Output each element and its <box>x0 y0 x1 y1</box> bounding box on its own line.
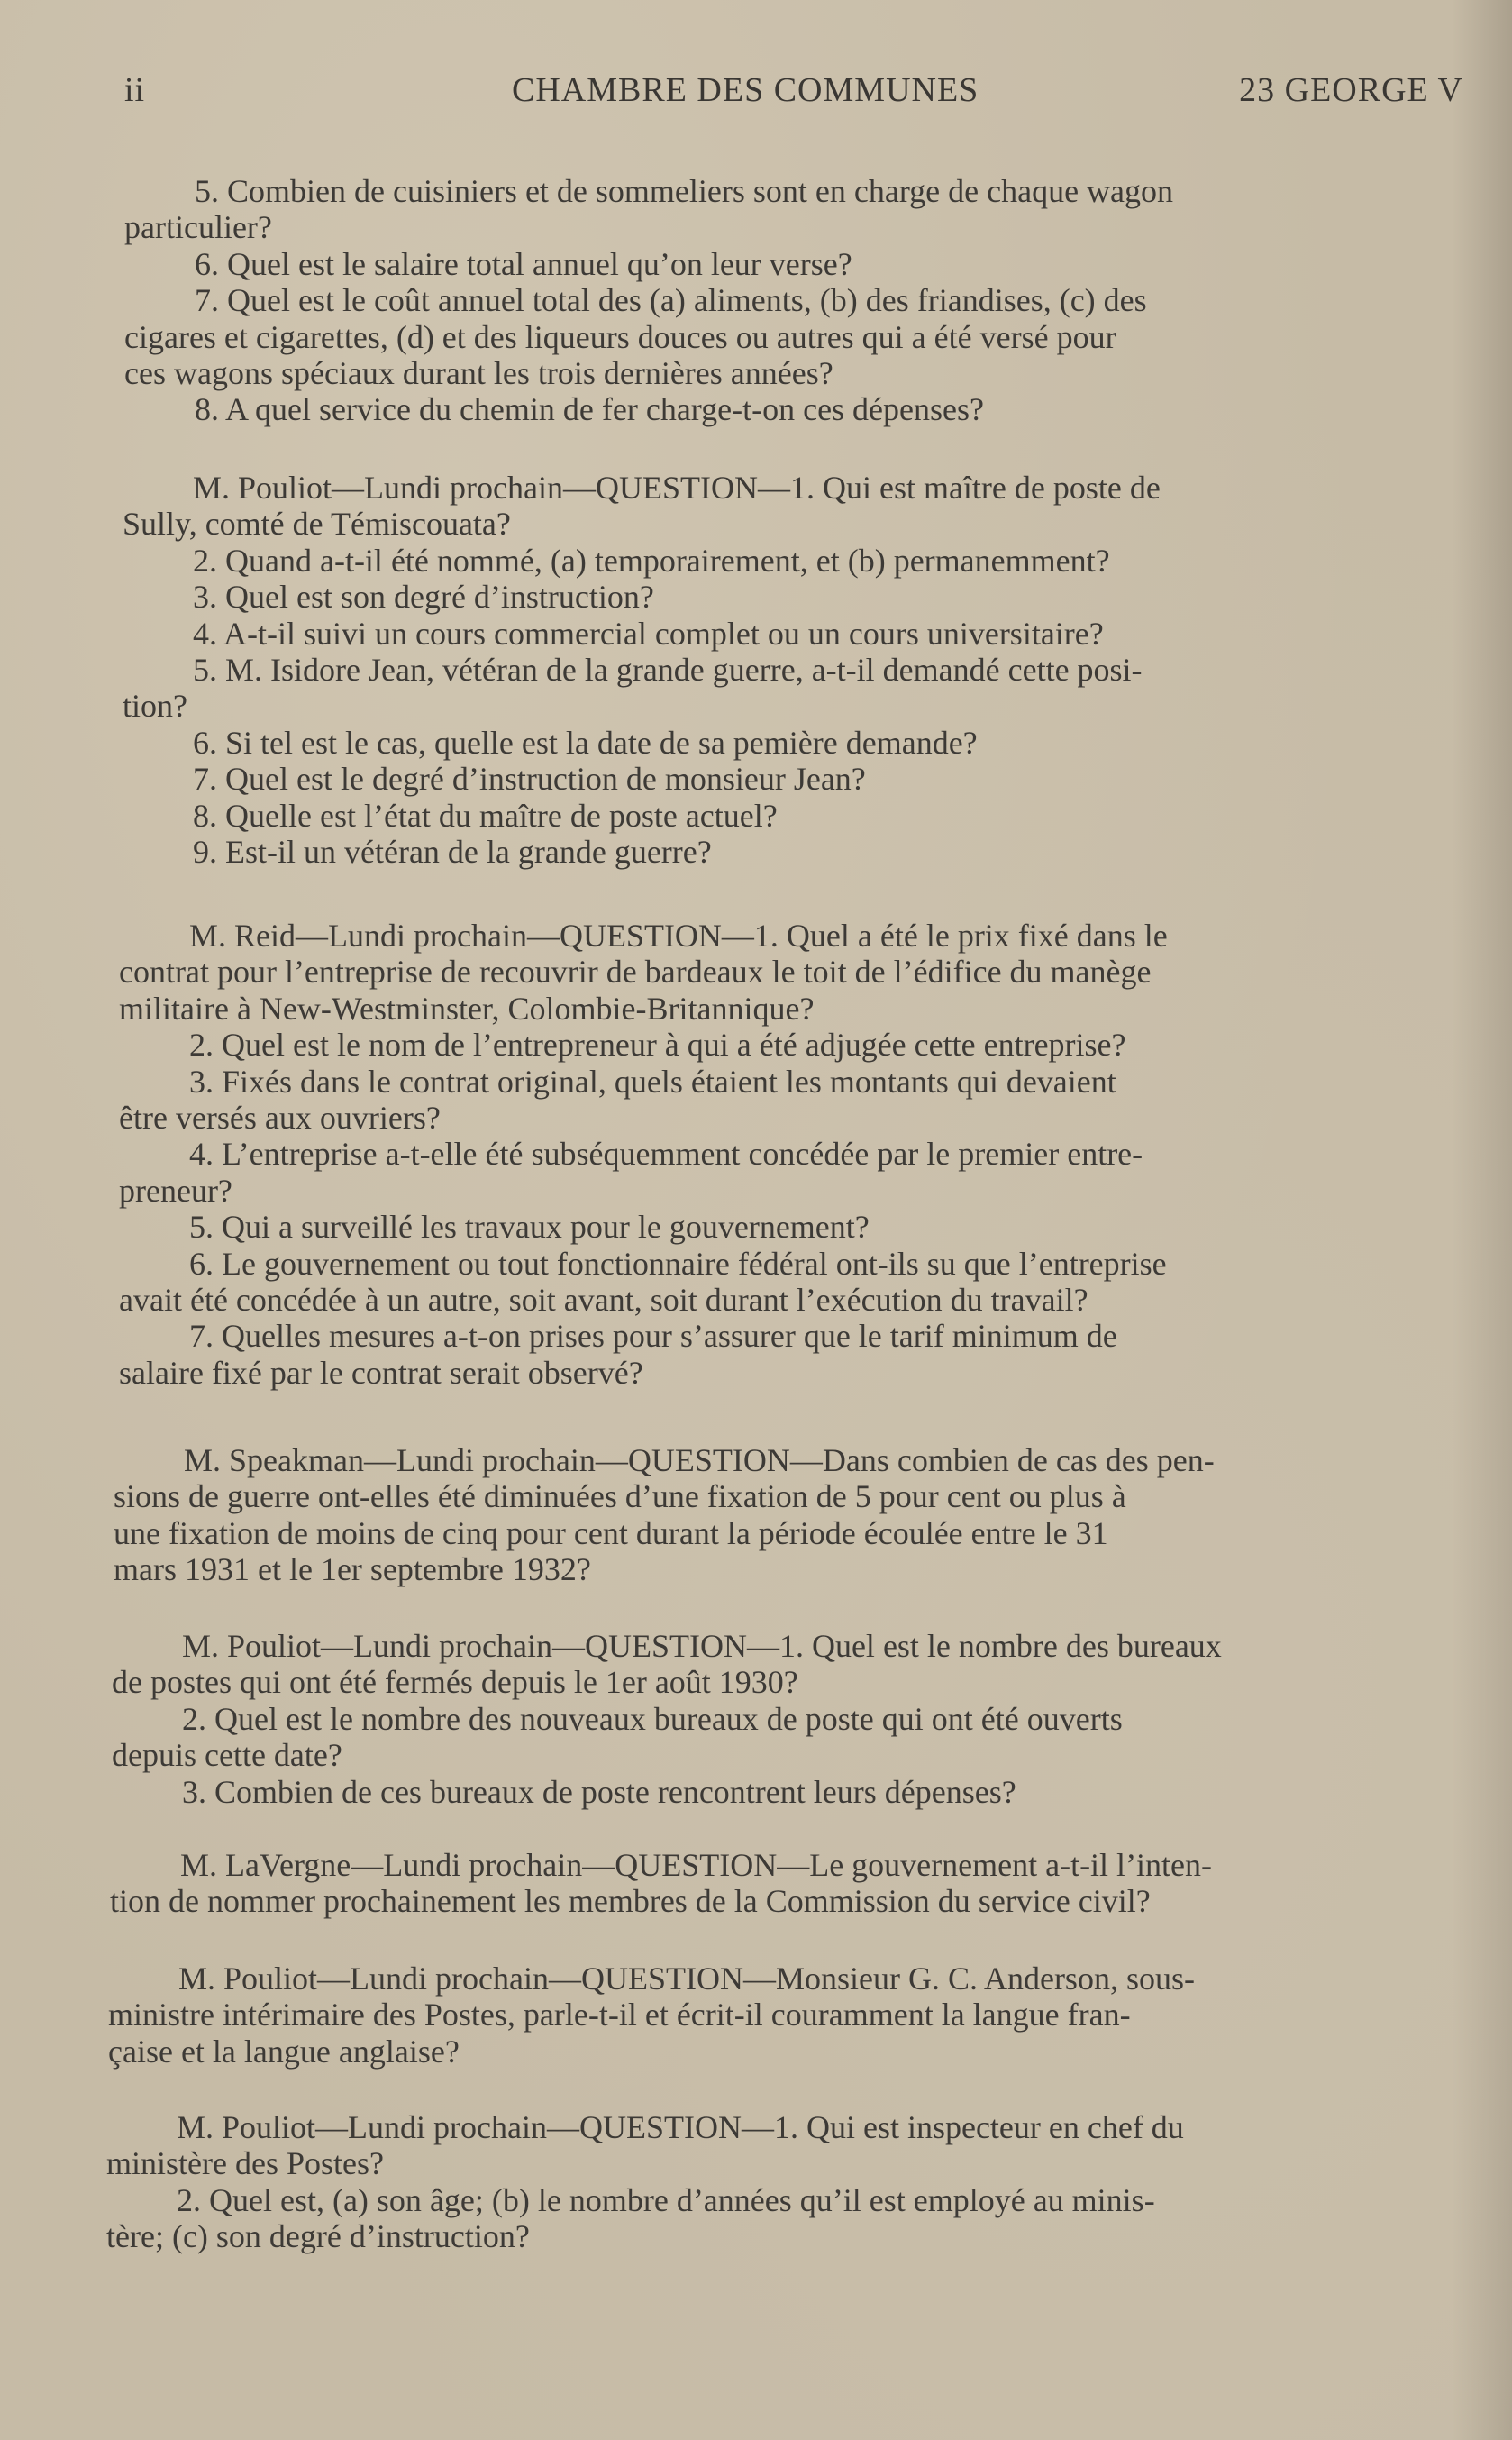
text-line: depuis cette date? <box>112 1737 342 1774</box>
running-header <box>124 70 1463 115</box>
text-line: 5. Combien de cuisiniers et de sommeliers sont en charge de chaque wagon <box>195 173 1174 209</box>
text-line: 5. Qui a surveillé les travaux pour le gouvernement? <box>189 1209 870 1246</box>
text-line: 2. Quel est le nombre des nouveaux bureaux de poste qui ont été ouverts <box>182 1700 1123 1737</box>
text-line: tion? <box>123 688 187 725</box>
text-line: 4. L’entreprise a-t-elle été subséquemment concédée par le premier entre- <box>189 1136 1143 1173</box>
text-line: 8. Quelle est l’état du maître de poste actuel? <box>193 797 778 834</box>
text-line: 2. Quand a-t-il été nommé, (a) temporairement, et (b) permanemment? <box>193 542 1110 579</box>
text-line: M. Reid—Lundi prochain—QUESTION—1. Quel a été le prix fixé dans le <box>189 918 1168 954</box>
text-line: sions de guerre ont-elles été diminuées d’une fixation de 5 pour cent ou plus à <box>114 1478 1126 1515</box>
text-line: 3. Quel est son degré d’instruction? <box>193 579 654 616</box>
text-line: preneur? <box>119 1172 232 1209</box>
question-block <box>112 1628 1447 1810</box>
text-line: M. Pouliot—Lundi prochain—QUESTION—1. Qui est maître de poste de <box>193 470 1161 506</box>
page-number: ii <box>124 71 146 109</box>
text-line: tère; (c) son degré d’instruction? <box>106 2218 530 2255</box>
text-line: 6. Si tel est le cas, quelle est la date de sa pemière demande? <box>193 724 978 761</box>
question-block <box>110 1847 1445 1920</box>
text-line: 2. Quel est le nom de l’entrepreneur à qui a été adjugée cette entreprise? <box>189 1027 1126 1064</box>
text-line: M. LaVergne—Lundi prochain—QUESTION—Le gouvernement a-t-il l’inten- <box>180 1847 1213 1883</box>
text-line: 3. Combien de ces bureaux de poste rencontrent leurs dépenses? <box>182 1773 1016 1810</box>
question-block <box>124 173 1458 428</box>
question-block <box>108 1960 1444 2070</box>
question-block <box>123 470 1458 870</box>
text-line: salaire fixé par le contrat serait observé? <box>119 1354 643 1391</box>
text-line: 6. Le gouvernement ou tout fonctionnaire fédéral ont-ils su que l’entreprise <box>189 1245 1167 1282</box>
text-line: particulier? <box>124 209 272 246</box>
text-line: 6. Quel est le salaire total annuel qu’on leur verse? <box>195 245 852 282</box>
text-line: cigares et cigarettes, (d) et des liqueurs douces ou autres qui a été versé pour <box>124 318 1116 355</box>
text-line: une fixation de moins de cinq pour cent durant la période écoulée entre le 31 <box>114 1514 1108 1551</box>
text-line: M. Speakman—Lundi prochain—QUESTION—Dans combien de cas des pen- <box>184 1442 1215 1478</box>
text-line: mars 1931 et le 1er septembre 1932? <box>114 1551 591 1588</box>
text-line: avait été concédée à un autre, soit avant, soit durant l’exécution du travail? <box>119 1281 1088 1318</box>
text-line: ministre intérimaire des Postes, parle-t-il et écrit-il couramment la langue fran- <box>108 1997 1131 2033</box>
text-line: 2. Quel est, (a) son âge; (b) le nombre d’années qu’il est employé au minis- <box>177 2181 1155 2218</box>
text-line: ces wagons spéciaux durant les trois dernières années? <box>124 354 833 391</box>
text-line: 7. Quel est le coût annuel total des (a) aliments, (b) des friandises, (c) des <box>195 282 1147 319</box>
text-line: M. Pouliot—Lundi prochain—QUESTION—1. Qui est inspecteur en chef du <box>177 2109 1184 2145</box>
text-line: 7. Quel est le degré d’instruction de monsieur Jean? <box>193 761 866 798</box>
text-line: ministère des Postes? <box>106 2145 384 2182</box>
text-line: 5. M. Isidore Jean, vétéran de la grande guerre, a-t-il demandé cette posi- <box>193 651 1143 688</box>
question-block <box>119 918 1453 1391</box>
header-regnal-year: 23 GEORGE V <box>1239 71 1463 109</box>
text-line: 8. A quel service du chemin de fer charge-t-on ces dépenses? <box>195 391 984 428</box>
text-line: 3. Fixés dans le contrat original, quels étaient les montants qui devaient <box>189 1063 1116 1100</box>
text-line: militaire à New-Westminster, Colombie-Britannique? <box>119 990 815 1027</box>
text-line: 7. Quelles mesures a-t-on prises pour s’assurer que le tarif minimum de <box>189 1318 1117 1355</box>
text-line: contrat pour l’entreprise de recouvrir de bardeaux le toit de l’édifice du manège <box>119 954 1152 991</box>
header-title: CHAMBRE DES COMMUNES <box>512 71 979 109</box>
text-line: M. Pouliot—Lundi prochain—QUESTION—Monsieur G. C. Anderson, sous- <box>178 1960 1195 1997</box>
text-line: Sully, comté de Témiscouata? <box>123 506 511 543</box>
text-line: çaise et la langue anglaise? <box>108 2033 460 2070</box>
text-line: être versés aux ouvriers? <box>119 1099 441 1136</box>
text-line: 9. Est-il un vétéran de la grande guerre? <box>193 833 712 870</box>
text-line: de postes qui ont été fermés depuis le 1er août 1930? <box>112 1664 798 1701</box>
question-block <box>114 1442 1449 1588</box>
text-line: 4. A-t-il suivi un cours commercial complet ou un cours universitaire? <box>193 615 1104 652</box>
text-line: M. Pouliot—Lundi prochain—QUESTION—1. Quel est le nombre des bureaux <box>182 1628 1222 1664</box>
text-line: tion de nommer prochainement les membres de la Commission du service civil? <box>110 1883 1151 1920</box>
question-block <box>106 2109 1442 2255</box>
